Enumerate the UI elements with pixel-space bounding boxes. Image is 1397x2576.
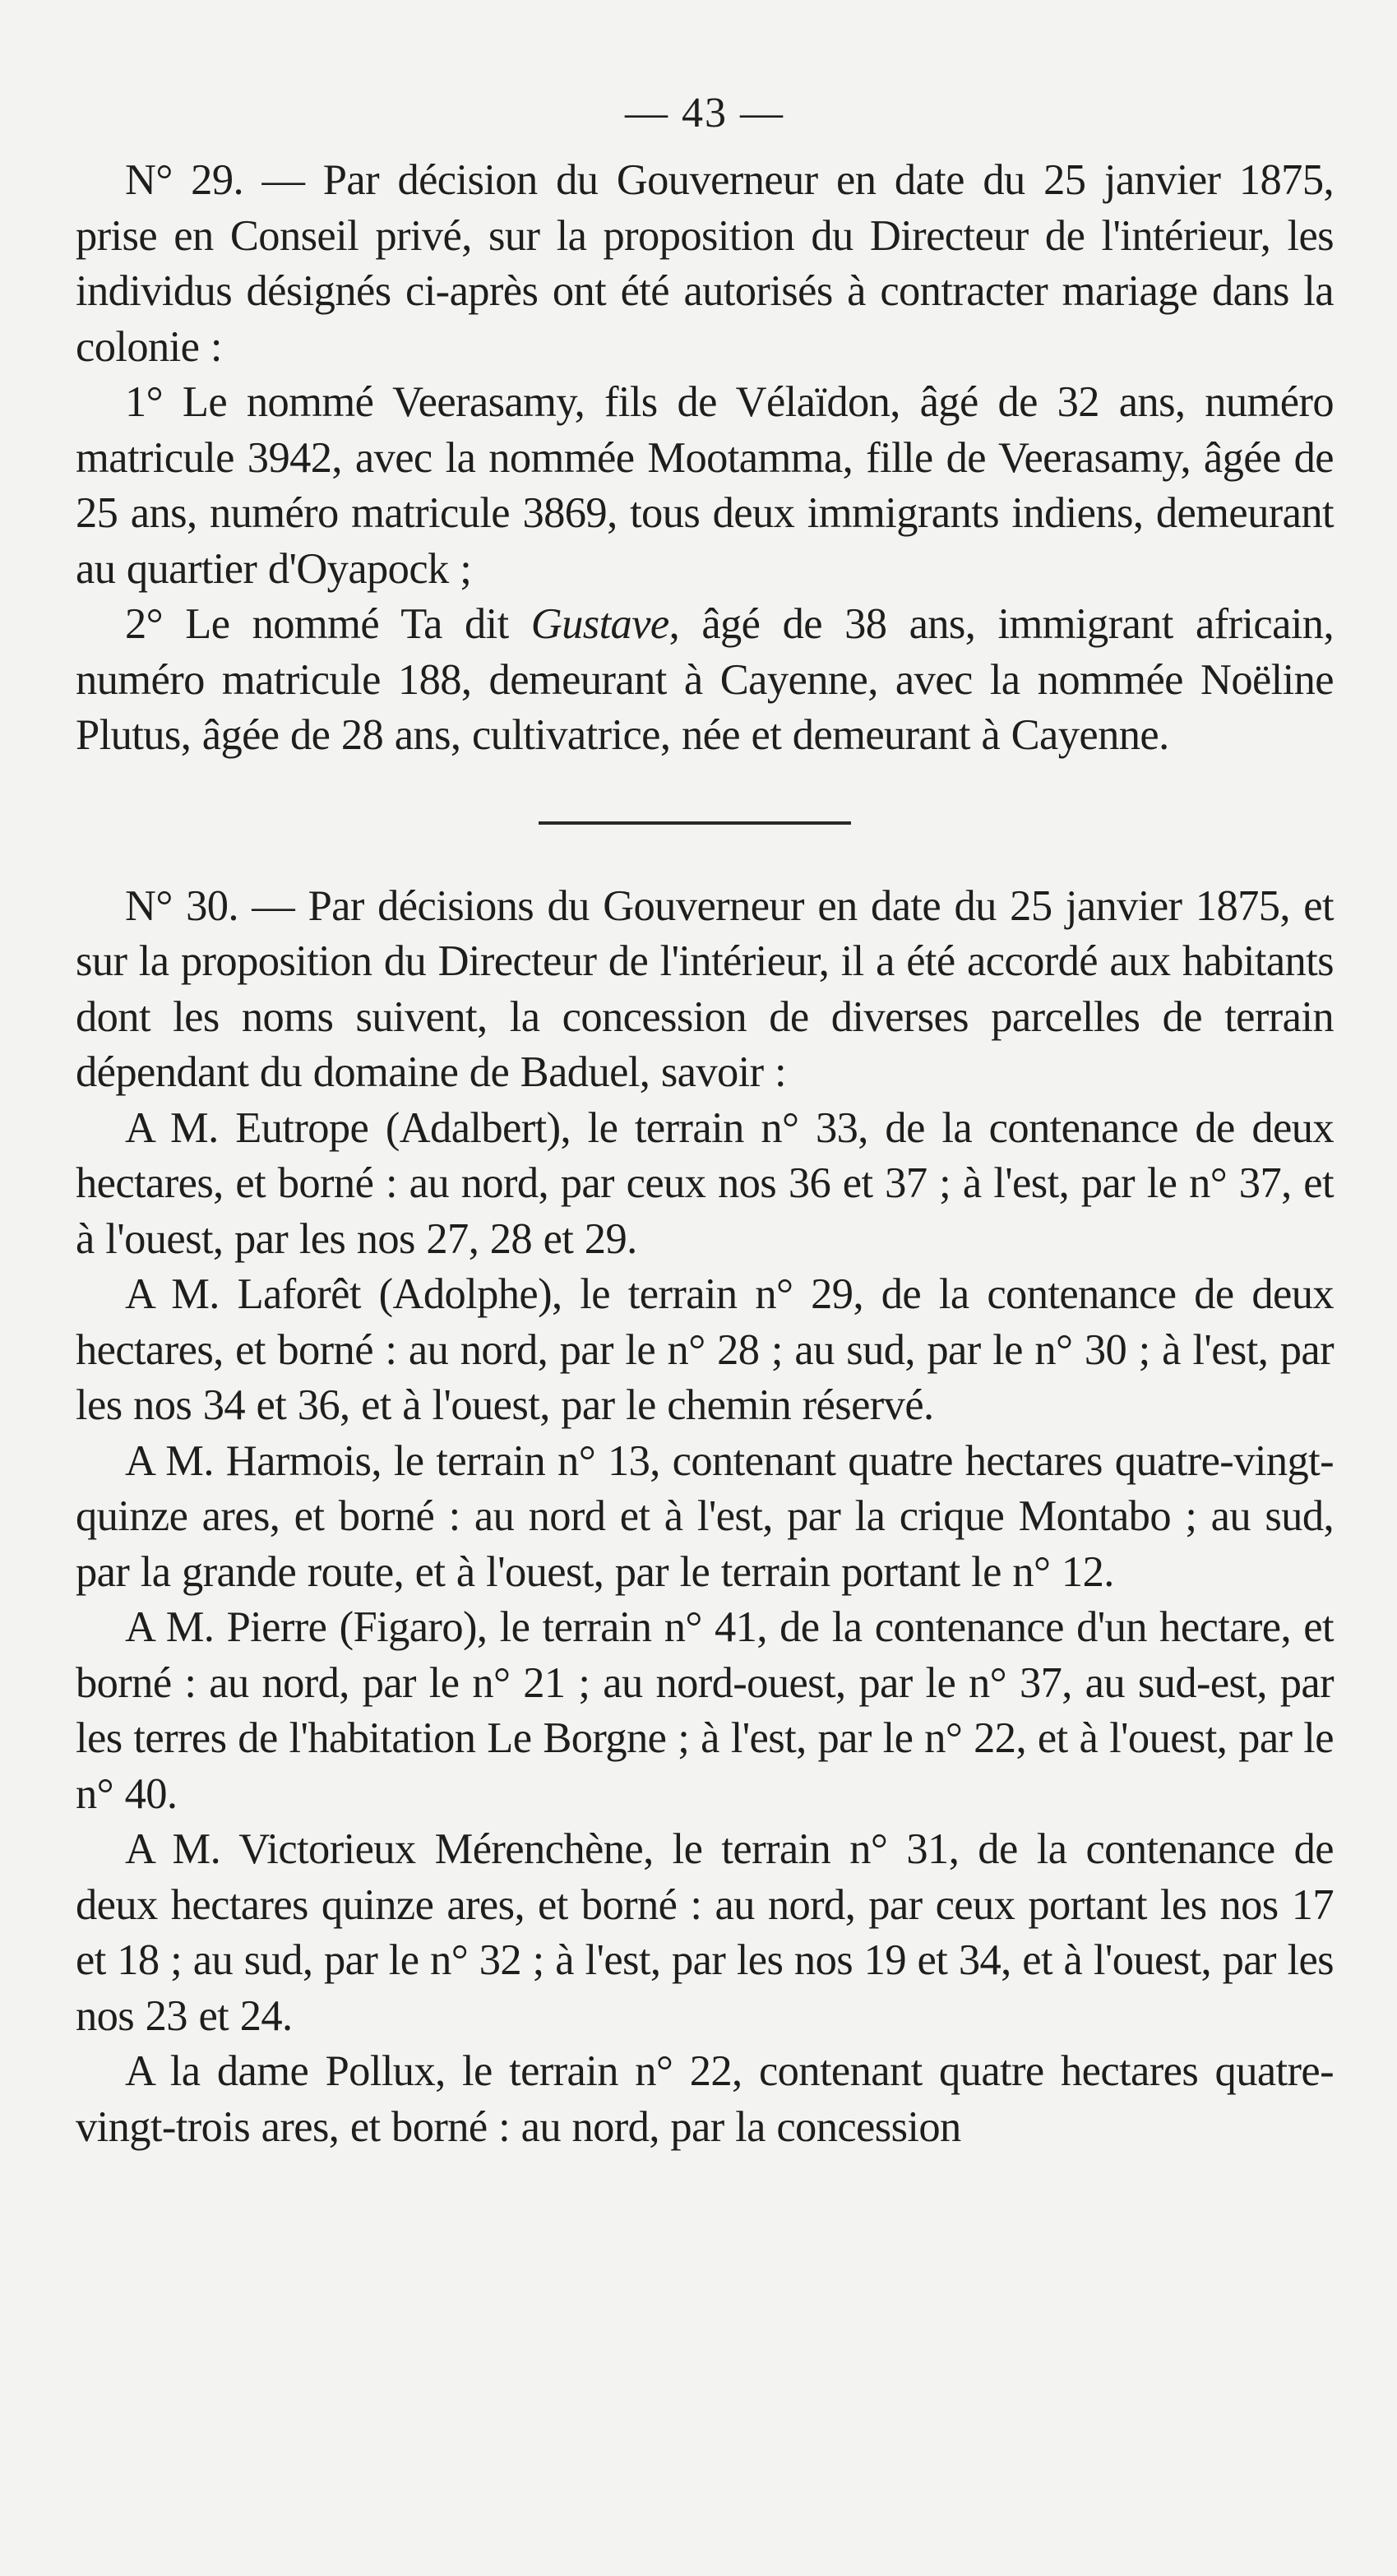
section-30-grant-2: A M. Laforêt (Adolphe), le terrain n° 29, de la contenance de deux hectares, et borné : au nord, par le n° 28 ; au sud, par le n° 30 ; à l'est, par les nos 34 et 36, et à l'ouest, par le chemin réservé. — [76, 1270, 1334, 1429]
section-30-grant-1: A M. Eutrope (Adalbert), le terrain n° 33, de la contenance de deux hectares, et borné : au nord, par ceux nos 36 et 37 ; à l'est, par le n° 37, et à l'ouest, par les nos 27, 28 et 29. — [76, 1103, 1334, 1263]
page-number: — 43 — — [625, 90, 784, 136]
section-30-grant-4: A M. Pierre (Figaro), le terrain n° 41, de la contenance d'un hectare, et borné : au nord, par le n° 21 ; au nord-ouest, par le n° 37, au sud-est, par les terres de l'habitation Le Borgne ; à l'est, par le n° 22, et à l'ouest, par le n° 40. — [76, 1603, 1334, 1818]
section-29-intro: N° 29. — Par décision du Gouverneur en date du 25 janvier 1875, prise en Conseil privé, sur la proposition du Directeur de l'intérieur, les individus désignés ci-après ont été autorisés à contracter mariage dans la colonie : — [76, 156, 1334, 371]
section-29-item-2-name: Gustave — [530, 600, 669, 648]
section-29-item-1: 1° Le nommé Veerasamy, fils de Vélaïdon, âgé de 32 ans, numéro matricule 3942, avec la nommée Mootamma, fille de Veerasamy, âgée de 25 ans, numéro matricule 3869, tous deux immigrants indiens, demeurant au quartier d'Oyapock ; — [76, 378, 1334, 593]
section-30-grant-3: A M. Harmois, le terrain n° 13, contenant quatre hectares quatre-vingt-quinze ares, et borné : au nord et à l'est, par la crique Montabo ; au sud, par la grande route, et à l'ouest, par le terrain portant le n° 12. — [76, 1436, 1334, 1596]
separator-rule — [539, 821, 851, 825]
section-29-item-2-after: , âgé de 38 ans, immigrant africain, numéro matricule 188, demeurant à Cayenne, avec la nommée Noëline Plutus, âgée de 28 ans, cultivatrice, née et demeurant à Cayenne. — [76, 600, 1334, 759]
section-29-item-2-before: 2° Le nommé Ta dit — [125, 600, 531, 648]
separator — [76, 764, 1334, 879]
document-page — [76, 89, 1334, 2155]
section-30-grant-5: A M. Victorieux Mérenchène, le terrain n° 31, de la contenance de deux hectares quinze ares, et borné : au nord, par ceux portant les nos 17 et 18 ; au sud, par le n° 32 ; à l'est, par les nos 19 et 34, et à l'ouest, par les nos 23 et 24. — [76, 1825, 1334, 2040]
section-29-item-2 — [76, 597, 1334, 764]
section-30-grant-6: A la dame Pollux, le terrain n° 22, contenant quatre hectares quatre-vingt-trois ares, et borné : au nord, par la concession — [76, 2047, 1334, 2151]
section-30-intro: N° 30. — Par décisions du Gouverneur en date du 25 janvier 1875, et sur la proposition du Directeur de l'intérieur, il a été accordé aux habitants dont les noms suivent, la concession de diverses parcelles de terrain dépendant du domaine de Baduel, savoir : — [76, 881, 1334, 1096]
